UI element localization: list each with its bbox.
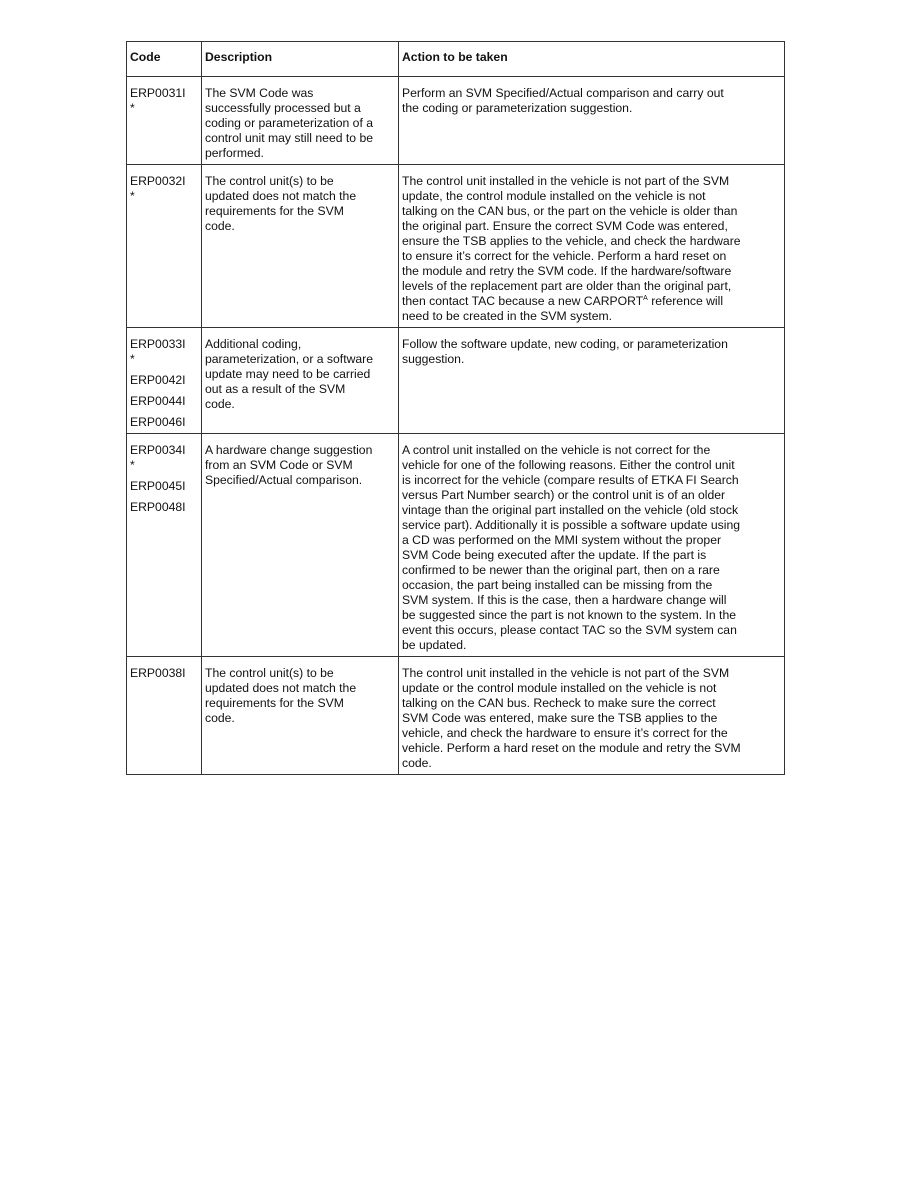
table-row xyxy=(127,434,785,657)
table-row xyxy=(127,328,785,434)
action-cell: Perform an SVM Specified/Actual comparison and carry out the coding or parameterization suggestion. xyxy=(399,77,785,165)
header-description: Description xyxy=(202,42,399,77)
description-cell: The control unit(s) to be updated does not match the requirements for the SVM code. xyxy=(202,165,399,328)
code-cell xyxy=(127,165,202,328)
error-code: ERP0038I xyxy=(130,666,186,680)
description-cell: The control unit(s) to be updated does not match the requirements for the SVM code. xyxy=(202,657,399,775)
code-cell xyxy=(127,328,202,434)
error-code: ERP0034I * xyxy=(130,443,186,472)
action-cell: Follow the software update, new coding, or parameterization suggestion. xyxy=(399,328,785,434)
action-cell xyxy=(399,165,785,328)
table-header-row xyxy=(127,42,785,77)
code-cell xyxy=(127,657,202,775)
error-code-table xyxy=(126,41,785,775)
error-code: ERP0046I xyxy=(130,415,186,429)
error-code: ERP0042I xyxy=(130,373,186,387)
action-cell: The control unit installed in the vehicle is not part of the SVM update or the control module installed on the vehicle is not talking on the CAN bus. Recheck to make sure the correct SVM Code was entered, make sure the TSB applies to the vehicle, and check the hardware to ensure it’s correct for the vehicle. Perform a hard reset on the module and retry the SVM code. xyxy=(399,657,785,775)
code-cell xyxy=(127,434,202,657)
error-code: ERP0031I * xyxy=(130,86,186,115)
description-cell: A hardware change suggestion from an SVM Code or SVM Specified/Actual comparison. xyxy=(202,434,399,657)
error-code: ERP0033I * xyxy=(130,337,186,366)
error-code: ERP0048I xyxy=(130,500,186,514)
error-code: ERP0032I * xyxy=(130,174,186,203)
description-cell: Additional coding, parameterization, or a software update may need to be carried out as a result of the SVM code. xyxy=(202,328,399,434)
superscript-mark: A xyxy=(643,294,648,302)
table-row xyxy=(127,657,785,775)
table-row xyxy=(127,165,785,328)
code-cell xyxy=(127,77,202,165)
description-cell: The SVM Code was successfully processed but a coding or parameterization of a control unit may still need to be performed. xyxy=(202,77,399,165)
header-code: Code xyxy=(127,42,202,77)
table-row xyxy=(127,77,785,165)
action-cell: A control unit installed on the vehicle is not correct for the vehicle for one of the following reasons. Either the control unit is incorrect for the vehicle (compare results of ETKA FI Search versus Part Number search) or the control unit is of an older vintage than the original part installed on the vehicle (old stock service part). Additionally it is possible a software update using a CD was performed on the MMI system without the proper SVM Code being executed after the update. If the part is confirmed to be newer than the original part, then on a rare occasion, the part being installed can be missing from the SVM system. If this is the case, then a hardware change will be suggested since the part is not known to the system. In the event this occurs, please contact TAC so the SVM system can be updated. xyxy=(399,434,785,657)
error-code: ERP0045I xyxy=(130,479,186,493)
error-code: ERP0044I xyxy=(130,394,186,408)
header-action: Action to be taken xyxy=(399,42,785,77)
action-text: The control unit installed in the vehicle is not part of the SVM update, the control module installed on the vehicle is not talking on the CAN bus, or the part on the vehicle is older than the original part. Ensure the correct SVM Code was entered, ensure the TSB applies to the vehicle, and check the hardware to ensure it’s correct for the vehicle. Perform a hard reset on the module and retry the SVM code. If the hardware/software levels of the replacement part are older than the original part, then contact TAC because a new $CARPORT^A$ reference will need to be created in the SVM system. xyxy=(402,174,741,323)
